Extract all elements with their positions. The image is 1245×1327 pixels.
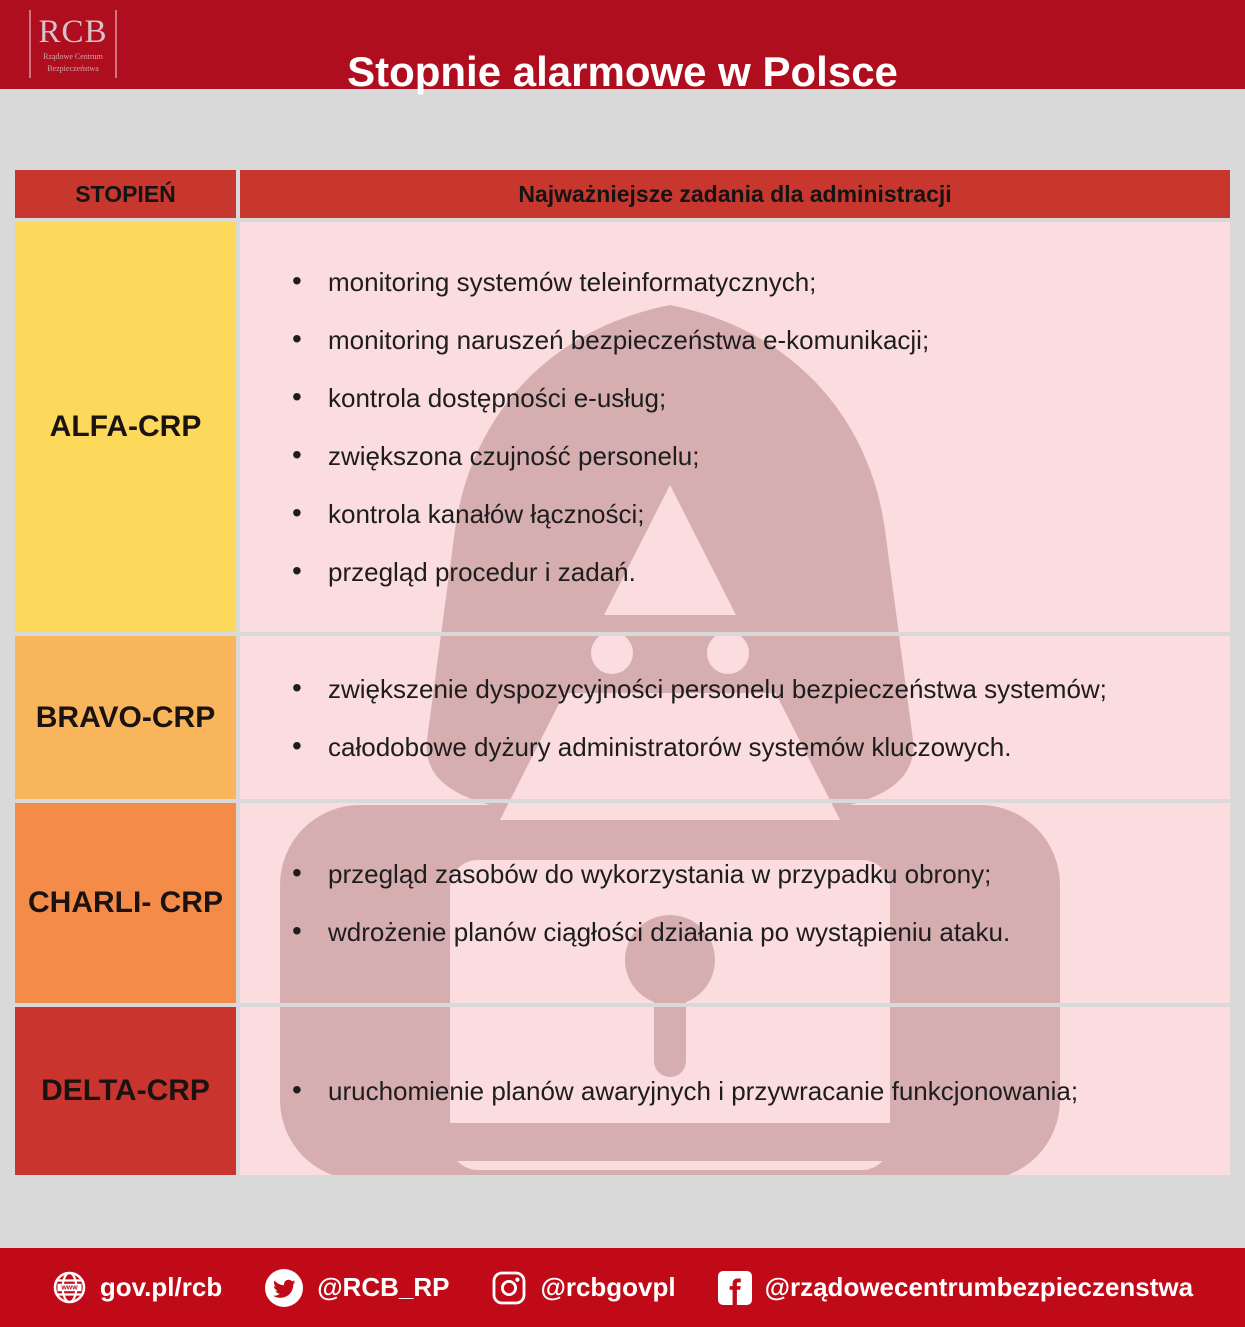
column-header-level: STOPIEŃ bbox=[15, 170, 236, 218]
footer-bar bbox=[0, 1248, 1245, 1327]
level-label: ALFA-CRP bbox=[49, 410, 202, 443]
table-row-alfa-crp bbox=[15, 222, 1230, 632]
twitter-icon bbox=[264, 1268, 304, 1308]
task-list bbox=[240, 803, 1230, 1003]
table-row-charli-crp bbox=[15, 803, 1230, 1003]
level-label: CHARLI- CRP bbox=[28, 886, 223, 919]
column-header-tasks bbox=[240, 170, 1230, 218]
level-label: DELTA-CRP bbox=[41, 1074, 210, 1107]
task-item: • wdrożenie planów ciągłości działania po wystąpieniu ataku. bbox=[290, 915, 1206, 949]
task-list bbox=[240, 636, 1230, 799]
tasks-cell-delta bbox=[240, 1007, 1230, 1175]
task-item: • kontrola kanałów łączności; bbox=[290, 497, 1206, 531]
level-cell-delta bbox=[15, 1007, 236, 1175]
task-item: • przegląd zasobów do wykorzystania w przypadku obrony; bbox=[290, 857, 1206, 891]
task-item: • całodobowe dyżury administratorów systemów kluczowych. bbox=[290, 730, 1206, 764]
footer-item-twitter[interactable] bbox=[264, 1268, 449, 1308]
tasks-cell-charli bbox=[240, 803, 1230, 1003]
footer-website-label: gov.pl/rcb bbox=[99, 1272, 223, 1302]
task-item: • monitoring naruszeń bezpieczeństwa e-komunikacji; bbox=[290, 323, 1206, 357]
level-cell-charli bbox=[15, 803, 236, 1003]
task-list bbox=[240, 222, 1230, 632]
top-bar bbox=[0, 0, 1245, 96]
task-item: • zwiększona czujność personelu; bbox=[290, 439, 1206, 473]
footer-item-instagram[interactable] bbox=[491, 1270, 675, 1306]
level-cell-bravo bbox=[15, 636, 236, 799]
table-header-row bbox=[15, 170, 1230, 218]
rcb-logo-acronym: RCB bbox=[38, 13, 108, 50]
footer-item-website[interactable] bbox=[52, 1270, 222, 1305]
column-header-tasks-label: Najważniejsze zadania dla administracji bbox=[518, 180, 952, 207]
rcb-logo-subtitle-line2: Bezpieczeństwa bbox=[47, 63, 99, 73]
task-item: • przegląd procedur i zadań. bbox=[290, 555, 1206, 589]
tasks-cell-alfa bbox=[240, 222, 1230, 632]
footer-item-facebook[interactable] bbox=[718, 1271, 1193, 1305]
page-title: Stopnie alarmowe w Polsce bbox=[347, 48, 898, 96]
globe-icon bbox=[52, 1270, 87, 1305]
level-label: BRAVO-CRP bbox=[35, 700, 216, 734]
instagram-icon bbox=[491, 1270, 527, 1306]
task-item: • zwiększenie dyspozycyjności personelu bezpieczeństwa systemów; bbox=[290, 672, 1206, 706]
task-item: • uruchomienie planów awaryjnych i przywracanie funkcjonowania; bbox=[290, 1074, 1206, 1108]
task-item: • kontrola dostępności e-usług; bbox=[290, 381, 1206, 415]
table-row-delta-crp bbox=[15, 1007, 1230, 1175]
footer-twitter-label: @RCB_RP bbox=[317, 1272, 450, 1302]
footer-instagram-label: @rcbgovpl bbox=[540, 1272, 676, 1302]
footer-facebook-label: @rządowecentrumbezpieczenstwa bbox=[764, 1272, 1194, 1302]
tasks-cell-bravo bbox=[240, 636, 1230, 799]
facebook-icon bbox=[718, 1271, 752, 1305]
task-item: • monitoring systemów teleinformatycznych; bbox=[290, 265, 1206, 299]
svg-text:www: www bbox=[61, 1284, 78, 1292]
level-cell-alfa bbox=[15, 222, 236, 632]
table-row-bravo-crp bbox=[15, 636, 1230, 799]
rcb-logo-subtitle-line1: Rządowe Centrum bbox=[43, 51, 103, 61]
alert-levels-table bbox=[15, 170, 1230, 1175]
task-list bbox=[240, 1007, 1230, 1175]
